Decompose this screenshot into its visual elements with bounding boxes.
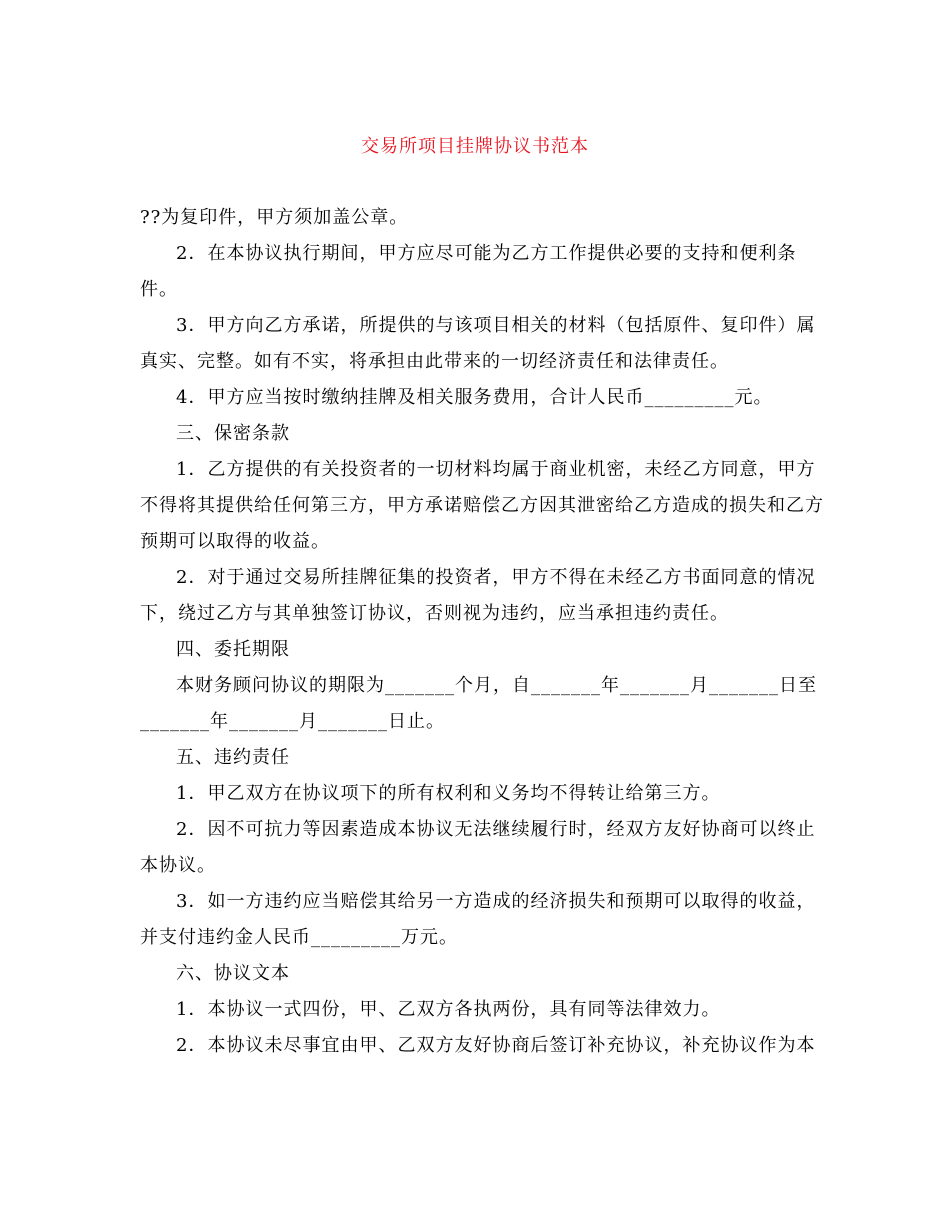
text-line: 2．对于通过交易所挂牌征集的投资者，甲方不得在未经乙方书面同意的情况 [176,567,816,588]
text-line: _______年_______月_______日止。 [140,711,445,732]
text-line: 2．因不可抗力等因素造成本协议无法继续履行时，经双方友好协商可以终止 [176,819,816,840]
text-line: 1．本协议一式四份，甲、乙双方各执两份，具有同等法律效力。 [176,999,721,1020]
text-line: 六、协议文本 [176,963,290,984]
text-line: 下，绕过乙方与其单独签订协议，否则视为违约，应当承担违约责任。 [140,603,729,624]
text-line: 本协议。 [140,855,216,876]
text-line: 1．甲乙双方在协议项下的所有权利和义务均不得转让给第三方。 [176,783,721,804]
text-line: ??为复印件，甲方须加盖公章。 [140,207,409,228]
text-line: 四、委托期限 [176,639,290,660]
text-line: 真实、完整。如有不实，将承担由此带来的一切经济责任和法律责任。 [140,351,729,372]
text-line: 3．甲方向乙方承诺，所提供的与该项目相关的材料（包括原件、复印件）属 [176,315,816,336]
text-line: 三、保密条款 [176,423,290,444]
text-line: 并支付违约金人民币_________万元。 [140,927,458,948]
text-line: 2．在本协议执行期间，甲方应尽可能为乙方工作提供必要的支持和便利条 [176,243,797,264]
text-line: 五、违约责任 [176,747,290,768]
text-line: 件。 [140,279,178,300]
text-line: 4．甲方应当按时缴纳挂牌及相关服务费用，合计人民币_________元。 [176,387,773,408]
text-line: 1．乙方提供的有关投资者的一切材料均属于商业机密，未经乙方同意，甲方 [176,459,816,480]
text-line: 预期可以取得的收益。 [140,531,330,552]
text-line: 2．本协议未尽事宜由甲、乙双方友好协商后签订补充协议，补充协议作为本 [176,1035,816,1056]
document-body [140,200,824,1064]
text-line: 不得将其提供给任何第三方，甲方承诺赔偿乙方因其泄密给乙方造成的损失和乙方 [140,495,824,516]
text-line: 本财务顾问协议的期限为_______个月，自_______年_______月_______日至 [176,675,817,696]
text-line: 3．如一方违约应当赔偿其给另一方造成的经济损失和预期可以取得的收益， [176,891,816,912]
document-title: 交易所项目挂牌协议书范本 [361,136,589,157]
